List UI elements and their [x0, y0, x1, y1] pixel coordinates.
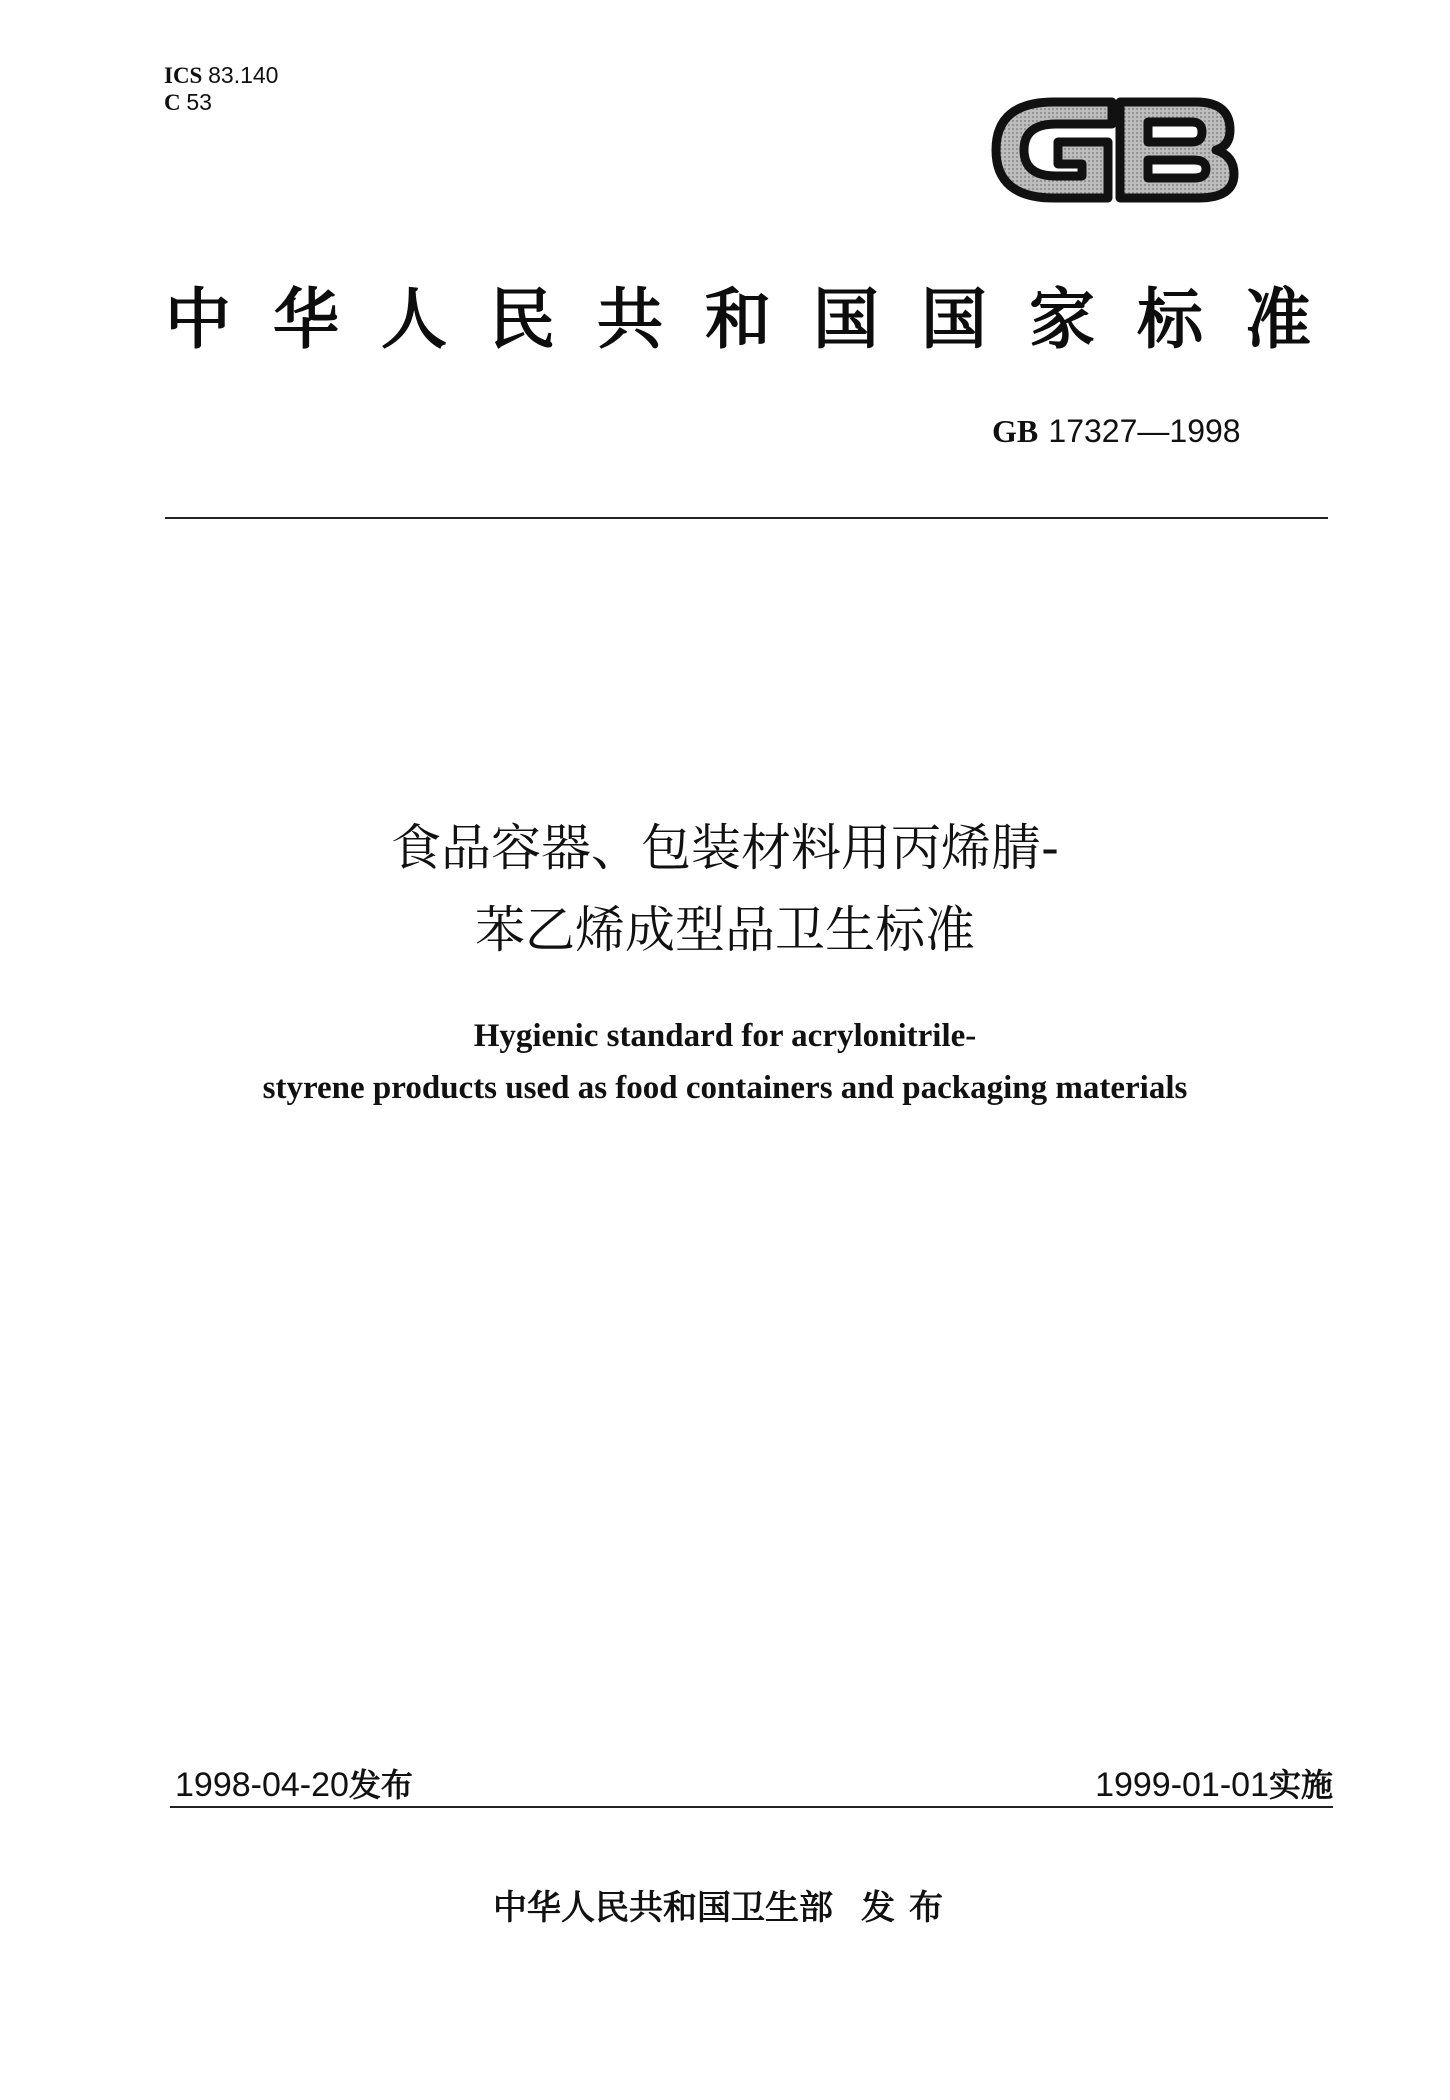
ics-row: [164, 62, 278, 89]
english-title-line-1: Hygienic standard for acrylonitrile-: [473, 1018, 977, 1054]
publisher: [0, 1880, 1450, 1929]
ics-value: 83.140: [208, 62, 279, 88]
ccs-value: 53: [186, 89, 212, 115]
publisher-action: 发布: [861, 1888, 957, 1928]
standard-prefix: GB: [992, 413, 1039, 449]
issue-date-label: 发布: [348, 1766, 413, 1804]
chinese-title-line-1: 食品容器、包装材料用丙烯腈-: [390, 819, 1060, 877]
standard-number-value: 17327—1998: [1048, 413, 1241, 449]
gb-logo-icon: [984, 80, 1244, 220]
header-divider: [165, 517, 1328, 519]
publisher-org: 中华人民共和国卫生部: [493, 1888, 833, 1928]
ics-label: ICS: [164, 63, 203, 88]
implementation-date: [1095, 1760, 1333, 1806]
national-standard-title: 中华人民共和国国家标准: [165, 281, 1353, 358]
footer-divider: [170, 1806, 1333, 1808]
chinese-title-line-2: 苯乙烯成型品卫生标准: [475, 901, 975, 959]
issue-date: [175, 1760, 413, 1806]
ccs-label: C: [164, 90, 181, 115]
implementation-date-value: 1999-01-01: [1095, 1766, 1269, 1804]
english-title-line-2: styrene products used as food containers and packaging materials: [262, 1070, 1188, 1106]
classification-codes: [164, 62, 278, 116]
issue-date-value: 1998-04-20: [175, 1766, 349, 1804]
implementation-date-label: 实施: [1268, 1766, 1333, 1804]
standard-number: [992, 412, 1241, 450]
ccs-row: [164, 89, 278, 116]
